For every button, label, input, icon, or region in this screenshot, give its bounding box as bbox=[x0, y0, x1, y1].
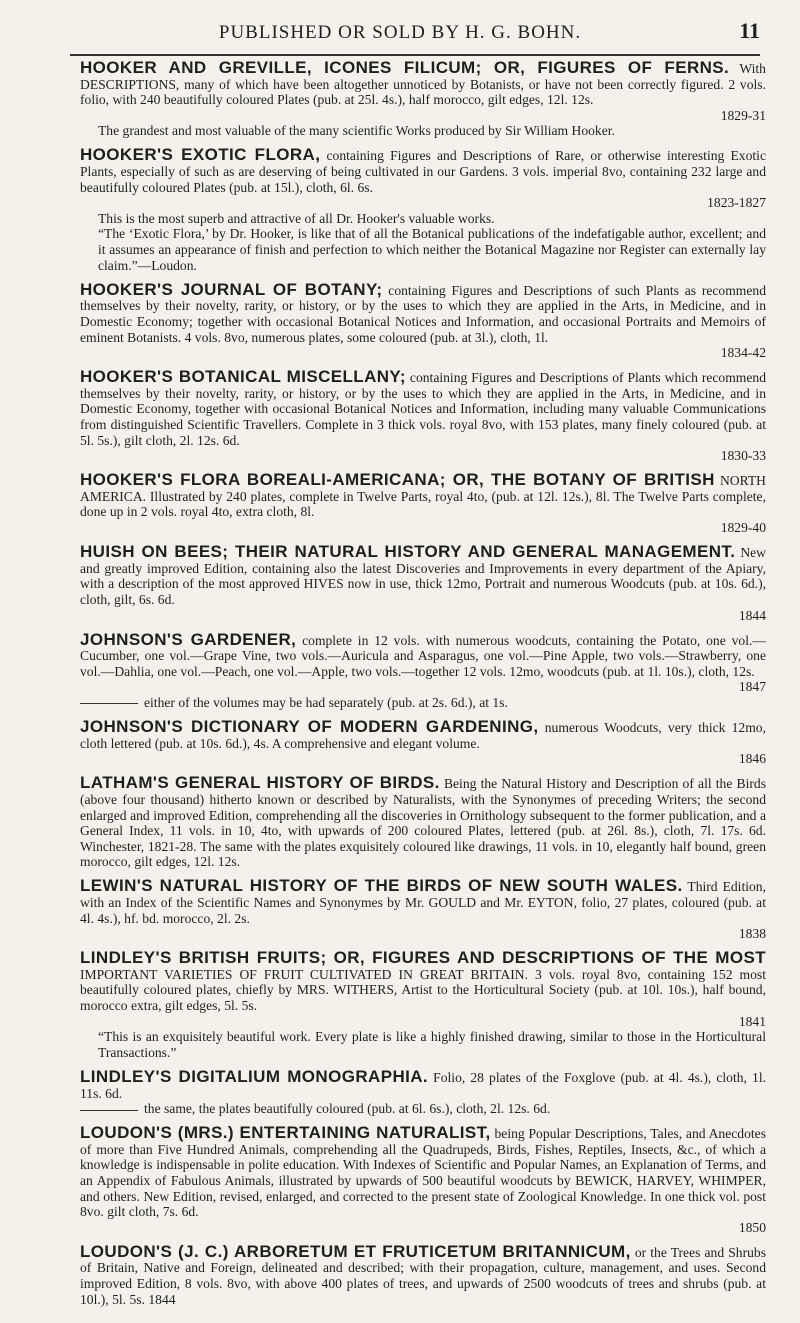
entry-body: Being the Natural History and Description of all the Birds (above four thousand) hitherto known or described by Naturalists, with the Synonymes of preceding Writers; the second enlarged and improved Edition, comprehending all the discoveries in Ornithology subsequent to the former publication, and a General Index, 11 vols. in 10, 4to, with upwards of 200 coloured Plates, lettered (pub. at 26l. 8s.), cloth, 7l. 17s. 6d. Winchester, 1821-28. The same with the plates exquisitely coloured like drawings, 11 vols. in 10, elegantly half bound, green morocco, gilt edges, 12l. 12s. bbox=[80, 776, 766, 870]
entry-body: NORTH AMERICA. Illustrated by 240 plates, complete in Twelve Parts, royal 4to, (pub. at 12l. 12s.), 8l. The Twelve Parts complete, done up in 2 vols. royal 4to, extra cloth, 8l. bbox=[80, 473, 766, 520]
entry-title: LOUDON'S (MRS.) ENTERTAINING NATURALIST, bbox=[80, 1123, 491, 1143]
catalogue-entry bbox=[80, 369, 766, 464]
catalogue-entry bbox=[80, 279, 766, 361]
entry-date: 1830-33 bbox=[720, 448, 766, 464]
entry-body: IMPORTANT VARIETIES OF FRUIT CULTIVATED IN GREAT BRITAIN. 3 vols. royal 8vo, containing 152 most beautifully coloured plates, chiefly by MRS. WITHERS, Artist to the Horticultural Society (pub. at 10l. 10s.), half bound, morocco extra, gilt edges, 5l. 5s. bbox=[80, 966, 766, 1014]
catalogue-entry bbox=[80, 1125, 766, 1235]
catalogue-entry bbox=[80, 719, 766, 767]
entry-quote: “This is an exquisitely beautiful work. Every plate is like a highly finished drawing, similar to those in the Horticultural Transactions.” bbox=[98, 1029, 766, 1060]
catalogue-entry bbox=[80, 1066, 766, 1117]
entry-body: complete in 12 vols. with numerous woodcuts, containing the Potato, one vol.—Cucumber, one vol.—Grape Vine, two vols.—Auricula and Asparagus, one vol.—Pine Apple, two vols.—Strawberry, one vol.—Dahlia, one vol.—Peach, one vol.—Apple, two vols.—together 12 vols. 12mo, woodcuts (pub. at 1l. 10s.), cloth, 12s. bbox=[80, 632, 766, 679]
entry-sub-text: either of the volumes may be had separately (pub. at 2s. 6d.), at 1s. bbox=[144, 694, 508, 710]
entry-sub-text: the same, the plates beautifully coloured (pub. at 6l. 6s.), cloth, 2l. 12s. 6d. bbox=[144, 1101, 551, 1117]
catalogue-entry bbox=[80, 629, 766, 711]
page-number: 11 bbox=[739, 18, 760, 43]
entry-date: 1829-40 bbox=[720, 520, 766, 536]
entry-quote: “The ‘Exotic Flora,’ by Dr. Hooker, is like that of all the Botanical publications of the indefatigable author, excellent; and it assumes an appearance of finish and perfection to which neither the Botanical Magazine nor Register can externally lay claim.”—Loudon. bbox=[98, 226, 766, 273]
entry-sub-item bbox=[80, 695, 766, 711]
em-rule bbox=[80, 703, 138, 704]
entry-date: 1846 bbox=[738, 751, 766, 767]
entry-title: LINDLEY'S BRITISH FRUITS; OR, FIGURES AND DESCRIPTIONS OF THE MOST bbox=[80, 948, 766, 968]
entry-date: 1847 bbox=[738, 679, 766, 695]
entry-title: JOHNSON'S DICTIONARY OF MODERN GARDENING, bbox=[80, 717, 539, 737]
entry-date: 1823-1827 bbox=[707, 195, 766, 211]
catalogue-entry bbox=[80, 472, 766, 535]
entry-title: LINDLEY'S DIGITALIUM MONOGRAPHIA. bbox=[80, 1066, 429, 1086]
catalogue-entry bbox=[80, 1241, 766, 1307]
catalogue-entry bbox=[80, 775, 766, 870]
entry-body: Third Edition, with an Index of the Scientific Names and Synonymes by Mr. GOULD and Mr. EYTON, folio, 27 plates, coloured (pub. at 4l. 4s.), hf. bd. morocco, 2l. 2s. bbox=[80, 879, 766, 926]
entry-title: HOOKER'S EXOTIC FLORA, bbox=[80, 145, 321, 165]
entry-note: The grandest and most valuable of the many scientific Works produced by Sir William Hooker. bbox=[98, 123, 615, 139]
entry-body: being Popular Descriptions, Tales, and Anecdotes of more than Five Hundred Animals, comprehending all the Quadrupeds, Birds, Fishes, Reptiles, Insects, &c., of which a knowledge is indispensable in polite education. With Indexes of Scientific and Popular Names, an Explanation of Terms, and an Appendix of Fabulous Animals, illustrated by upwards of 500 beautiful woodcuts by BEWICK, HARVEY, WHIMPER, and others. New Edition, revised, enlarged, and corrected to the present state of Zoological Knowledge. In one thick vol. post 8vo. gilt cloth, 7s. 6d. bbox=[80, 1126, 766, 1220]
entry-body: New and greatly improved Edition, containing also the latest Discoveries and Improvements in every department of the Apiary, with a description of the most approved HIVES now in use, thick 12mo, Portrait and numerous Woodcuts (pub. at 10s. 6d.), cloth, gilt, 6s. 6d. bbox=[80, 545, 766, 607]
catalogue-entry bbox=[80, 544, 766, 623]
entry-body: or the Trees and Shrubs of Britain, Native and Foreign, delineated and described; with their propagation, culture, management, and uses. Second improved Edition, 8 vols. 8vo, with above 400 plates of trees, and upwards of 2500 woodcuts of trees and shrubs (pub. at 10l.), 5l. 5s. 1844 bbox=[80, 1244, 766, 1307]
entry-title: HOOKER AND GREVILLE, ICONES FILICUM; OR, FIGURES OF FERNS. bbox=[80, 58, 730, 77]
header-rule bbox=[70, 54, 760, 56]
entry-body: With DESCRIPTIONS, many of which have been altogether unnoticed by Botanists, or have not been correctly figured. 2 vols. folio, with 240 beautifully coloured Plates (pub. at 25l. 4s.), half morocco, gilt edges, 12l. 12s. bbox=[80, 61, 766, 108]
running-header: PUBLISHED OR SOLD BY H. G. BOHN. bbox=[218, 22, 582, 43]
entry-date: 1829-31 bbox=[720, 107, 766, 123]
entry-sub-item bbox=[80, 1101, 766, 1117]
entry-title: HOOKER'S FLORA BOREALI-AMERICANA; OR, THE BOTANY OF BRITISH bbox=[80, 470, 715, 490]
entry-title: JOHNSON'S GARDENER, bbox=[80, 629, 297, 649]
entry-title: HUISH ON BEES; THEIR NATURAL HISTORY AND GENERAL MANAGEMENT. bbox=[80, 542, 736, 562]
entry-title: LATHAM'S GENERAL HISTORY OF BIRDS. bbox=[80, 773, 440, 793]
entry-title: HOOKER'S BOTANICAL MISCELLANY; bbox=[80, 367, 406, 387]
entry-date: 1850 bbox=[738, 1219, 766, 1235]
entry-title: HOOKER'S JOURNAL OF BOTANY; bbox=[80, 279, 383, 299]
entry-body: containing Figures and Descriptions of such Plants as recommend themselves by their novelty, rarity, or history, or by the uses to which they are applied in the Arts, in Medicine, and in Domestic Economy; together with occasional Botanical Notices and Information, and occasional Portraits and Memoirs of eminent Botanists. 4 vols. 8vo, numerous plates, some coloured (pub. at 3l.), cloth, 1l. bbox=[80, 282, 766, 345]
entry-title: LEWIN'S NATURAL HISTORY OF THE BIRDS OF NEW SOUTH WALES. bbox=[80, 876, 683, 896]
entry-body: containing Figures and Descriptions of Rare, or otherwise interesting Exotic Plants, especially of such as are deserving of being cultivated in our Gardens. 3 vols. imperial 8vo, containing 232 large and beautifully coloured Plates (pub. at 15l.), cloth, 6l. 6s. bbox=[80, 148, 766, 195]
catalogue-entry bbox=[80, 950, 766, 1060]
catalogue-entry bbox=[80, 878, 766, 941]
entry-body: Folio, 28 plates of the Foxglove (pub. at 4l. 4s.), cloth, 1l. 11s. 6d. bbox=[80, 1069, 766, 1101]
entry-date: 1844 bbox=[738, 607, 766, 623]
entry-title: LOUDON'S (J. C.) ARBORETUM ET FRUTICETUM BRITANNICUM, bbox=[80, 1241, 631, 1261]
entry-note: This is the most superb and attractive of all Dr. Hooker's valuable works. bbox=[98, 210, 495, 226]
catalogue-list bbox=[80, 60, 766, 1316]
em-rule bbox=[80, 1110, 138, 1111]
entry-date: 1841 bbox=[738, 1013, 766, 1029]
entry-body: numerous Woodcuts, very thick 12mo, cloth lettered (pub. at 10s. 6d.), 4s. A comprehensive and elegant volume. bbox=[80, 720, 766, 751]
catalogue-entry bbox=[80, 60, 766, 139]
entry-body: containing Figures and Descriptions of Plants which recommend themselves by their novelty, rarity, or history, or by the uses to which they are applied in the Arts, in Medicine, and in Domestic Economy, together with occasional Botanical Notices and Information, including many valuable Communications from distinguished Scientific Travellers. Complete in 3 thick vols. royal 8vo, with 153 plates, many finely coloured (pub. at 5l. 5s.), gilt cloth, 2l. 12s. 6d. bbox=[80, 370, 766, 448]
catalogue-entry bbox=[80, 147, 766, 273]
entry-date: 1834-42 bbox=[720, 345, 766, 361]
entry-date: 1838 bbox=[738, 926, 766, 942]
